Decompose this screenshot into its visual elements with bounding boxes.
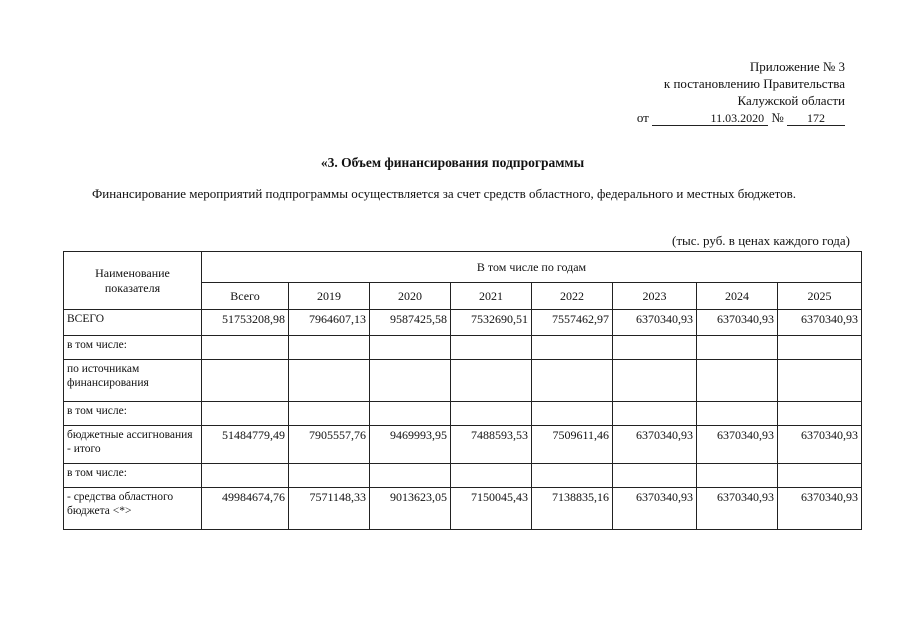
table-cell: 7905557,76 [289, 426, 370, 464]
number-value: 172 [787, 111, 845, 126]
table-cell [202, 402, 289, 426]
appendix-region: Калужской области [737, 93, 845, 108]
table-cell [289, 360, 370, 402]
table-cell: 7509611,46 [532, 426, 613, 464]
table-cell [532, 336, 613, 360]
appendix-title: Приложение № 3 [749, 59, 845, 74]
table-cell: 51753208,98 [202, 310, 289, 336]
table-row [64, 360, 862, 402]
table-cell [532, 402, 613, 426]
table-cell: 7964607,13 [289, 310, 370, 336]
table-cell [451, 464, 532, 488]
table-body [64, 310, 862, 530]
table-cell [697, 336, 778, 360]
table-cell: 7571148,33 [289, 488, 370, 530]
column-header-4: 2022 [532, 283, 613, 310]
table-row [64, 464, 862, 488]
column-header-5: 2023 [613, 283, 697, 310]
table-cell: 51484779,49 [202, 426, 289, 464]
table-cell [532, 464, 613, 488]
table-cell: 6370340,93 [697, 426, 778, 464]
table-row [64, 426, 862, 464]
table-cell: 9469993,95 [370, 426, 451, 464]
row-label: в том числе: [64, 464, 202, 488]
row-label: - средства областного бюджета <*> [64, 488, 202, 530]
table-cell: 7488593,53 [451, 426, 532, 464]
table-cell [697, 360, 778, 402]
table-cell [778, 360, 862, 402]
table-cell [451, 360, 532, 402]
table-cell: 6370340,93 [778, 488, 862, 530]
row-label: в том числе: [64, 336, 202, 360]
table-cell [370, 336, 451, 360]
table-cell: 9587425,58 [370, 310, 451, 336]
table-row [64, 336, 862, 360]
table-cell [370, 464, 451, 488]
from-label: от [636, 110, 649, 125]
table-cell: 6370340,93 [778, 310, 862, 336]
table-cell [202, 360, 289, 402]
table-cell: 9013623,05 [370, 488, 451, 530]
table-cell: 7138835,16 [532, 488, 613, 530]
table-cell [778, 336, 862, 360]
column-header-6: 2024 [697, 283, 778, 310]
date-value: 11.03.2020 [652, 111, 768, 126]
table-cell [202, 336, 289, 360]
table-cell [778, 464, 862, 488]
appendix-block [585, 58, 845, 126]
table-cell [532, 360, 613, 402]
column-header-3: 2021 [451, 283, 532, 310]
table-row [64, 402, 862, 426]
column-header-1: 2019 [289, 283, 370, 310]
section-title: «3. Объем финансирования подпрограммы [320, 155, 585, 170]
table-cell [613, 464, 697, 488]
table-cell [289, 402, 370, 426]
financing-table [63, 251, 862, 530]
table-cell: 7150045,43 [451, 488, 532, 530]
table-cell [289, 464, 370, 488]
table-cell [370, 360, 451, 402]
header-by-years: В том числе по годам [202, 252, 862, 283]
appendix-date-line [585, 109, 845, 126]
table-row [64, 310, 862, 336]
table-cell: 7532690,51 [451, 310, 532, 336]
financing-paragraph: Финансирование мероприятий подпрограммы осуществляется за счет средств областного, федерального и местных бюджетов. [92, 186, 797, 201]
column-header-7: 2025 [778, 283, 862, 310]
table-cell [697, 464, 778, 488]
row-label: по источникам финансирования [64, 360, 202, 402]
table-cell [613, 402, 697, 426]
table-cell [613, 360, 697, 402]
table-cell [202, 464, 289, 488]
table-cell: 7557462,97 [532, 310, 613, 336]
table-cell [451, 402, 532, 426]
column-header-2: 2020 [370, 283, 451, 310]
column-header-0: Всего [202, 283, 289, 310]
table-cell: 49984674,76 [202, 488, 289, 530]
row-label: бюджетные ассигнования - итого [64, 426, 202, 464]
table-cell [697, 402, 778, 426]
table-cell [778, 402, 862, 426]
row-label: в том числе: [64, 402, 202, 426]
table-cell [613, 336, 697, 360]
table-cell: 6370340,93 [613, 426, 697, 464]
appendix-resolution: к постановлению Правительства [663, 76, 845, 91]
table-cell: 6370340,93 [697, 488, 778, 530]
table-cell: 6370340,93 [613, 488, 697, 530]
table-cell: 6370340,93 [613, 310, 697, 336]
table-row [64, 488, 862, 530]
table-cell [370, 402, 451, 426]
row-label: ВСЕГО [64, 310, 202, 336]
table-cell: 6370340,93 [697, 310, 778, 336]
table-cell [289, 336, 370, 360]
number-label: № [771, 110, 784, 125]
header-indicator-name: Наименование показателя [64, 252, 202, 310]
units-note: (тыс. руб. в ценах каждого года) [672, 233, 850, 248]
table-cell: 6370340,93 [778, 426, 862, 464]
table-cell [451, 336, 532, 360]
